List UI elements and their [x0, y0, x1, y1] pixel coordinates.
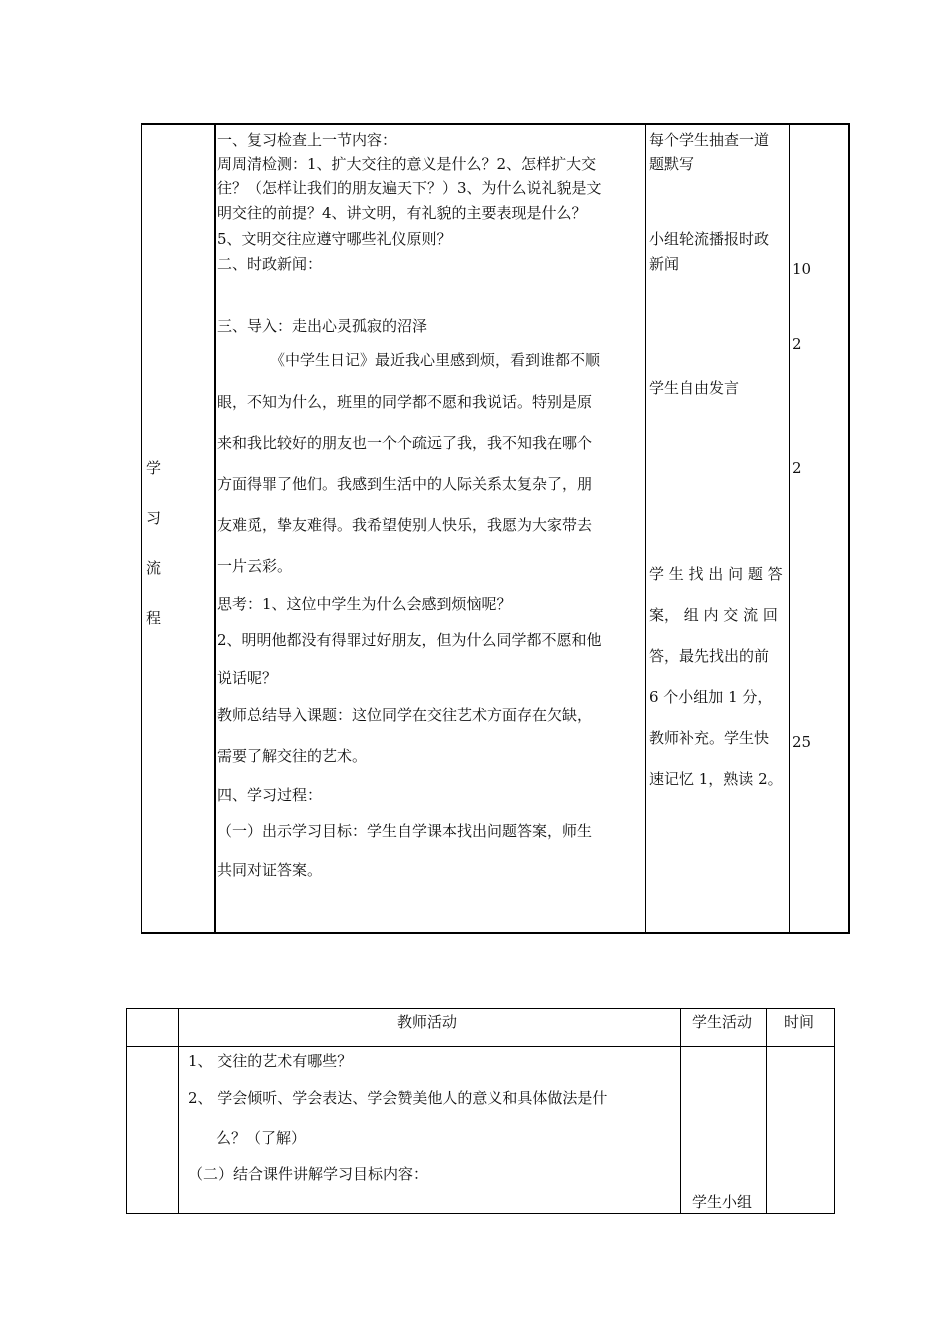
review-question-line: 5、文明交往应遵守哪些礼仪原则？ — [217, 230, 452, 248]
time-value: 2 — [792, 459, 802, 477]
diary-line: 方面得罪了他们。我感到生活中的人际关系太复杂了，朋 — [217, 475, 593, 493]
student-news-line: 小组轮流播报时政 — [649, 230, 770, 248]
table-2-bottom-border — [126, 1213, 835, 1214]
student-answer-line: 学 生 找 出 问 题 答 — [649, 565, 783, 583]
table-1-divider-label — [214, 123, 216, 934]
think-line: 共同对证答案。 — [217, 861, 323, 879]
think-line: 思考：1、这位中学生为什么会感到烦恼呢？ — [217, 595, 512, 613]
time-value: 10 — [792, 260, 812, 278]
table-1-divider-time — [789, 123, 790, 934]
table-1-divider-student — [645, 123, 646, 934]
teacher-activity-line: 2、 学会倾听、学会表达、学会赞美他人的意义和具体做法是什 — [188, 1089, 608, 1107]
header-time: 时间 — [784, 1013, 815, 1031]
table-1-left-border — [141, 123, 142, 934]
student-review-line: 每个学生抽查一道 — [649, 131, 770, 149]
student-answer-line: 案， 组 内 交 流 回 — [649, 606, 778, 624]
diary-line: 《中学生日记》最近我心里感到烦，看到谁都不顺 — [270, 351, 601, 369]
diary-line: 眼，不知为什么，班里的同学都不愿和我说话。特别是原 — [217, 393, 593, 411]
student-answer-line: 答，最先找出的前 — [649, 647, 770, 665]
teacher-activity-line: 1、 交往的艺术有哪些？ — [188, 1052, 353, 1070]
think-line: （一）出示学习目标：学生自学课本找出问题答案，师生 — [217, 822, 593, 840]
think-line: 需要了解交往的艺术。 — [217, 747, 368, 765]
student-review-line: 题默写 — [649, 155, 695, 173]
intro-title: 三、导入：走出心灵孤寂的沼泽 — [217, 317, 428, 335]
student-activity: 学生小组 — [692, 1193, 753, 1211]
student-news-line: 新闻 — [649, 255, 680, 273]
table-2-top-border — [126, 1008, 835, 1009]
think-line: 2、明明他都没有得罪过好朋友，但为什么同学都不愿和他 — [217, 631, 602, 649]
table-1-right-border — [848, 123, 850, 934]
student-answer-line: 速记忆 1，熟读 2。 — [649, 770, 783, 788]
time-value: 2 — [792, 335, 802, 353]
table-2-divider-label — [178, 1008, 179, 1214]
review-question-line: 明交往的前提？4、讲文明，有礼貌的主要表现是什么？ — [217, 204, 587, 222]
diary-line: 友难觅，挚友难得。我希望使别人快乐，我愿为大家带去 — [217, 516, 593, 534]
student-intro: 学生自由发言 — [649, 379, 740, 397]
table-1-top-border — [141, 123, 850, 125]
student-answer-line: 教师补充。学生快 — [649, 729, 770, 747]
section-label-char: 流 — [146, 559, 162, 577]
teacher-activity-line: （二）结合课件讲解学习目标内容： — [188, 1165, 429, 1183]
section-label-char: 习 — [146, 509, 162, 527]
review-question-line: 往？（怎样让我们的朋友遍天下？）3、为什么说礼貌是文 — [217, 179, 602, 197]
student-answer-line: 6 个小组加 1 分， — [649, 688, 773, 706]
review-title: 一、复习检查上一节内容： — [217, 131, 398, 149]
news-title: 二、时政新闻： — [217, 255, 323, 273]
table-1-bottom-border — [141, 932, 850, 934]
section-label-char: 程 — [146, 609, 162, 627]
table-2-right-border — [834, 1008, 835, 1214]
teacher-activity-line: 么？（了解） — [216, 1129, 307, 1147]
header-student-activity: 学生活动 — [692, 1013, 753, 1031]
review-question-line: 周周清检测：1、扩大交往的意义是什么？2、怎样扩大交 — [217, 155, 597, 173]
table-2-header-border — [126, 1046, 835, 1047]
table-2-divider-student — [680, 1008, 681, 1214]
diary-line: 一片云彩。 — [217, 557, 293, 575]
diary-line: 来和我比较好的朋友也一个个疏远了我，我不知我在哪个 — [217, 434, 593, 452]
section-label-char: 学 — [146, 459, 162, 477]
think-line: 四、学习过程： — [217, 786, 323, 804]
table-2-divider-time — [766, 1008, 767, 1214]
think-line: 说话呢？ — [217, 669, 278, 687]
header-teacher-activity: 教师活动 — [397, 1013, 458, 1031]
table-2-left-border — [126, 1008, 127, 1214]
time-value: 25 — [792, 733, 812, 751]
think-line: 教师总结导入课题：这位同学在交往艺术方面存在欠缺， — [217, 706, 593, 724]
